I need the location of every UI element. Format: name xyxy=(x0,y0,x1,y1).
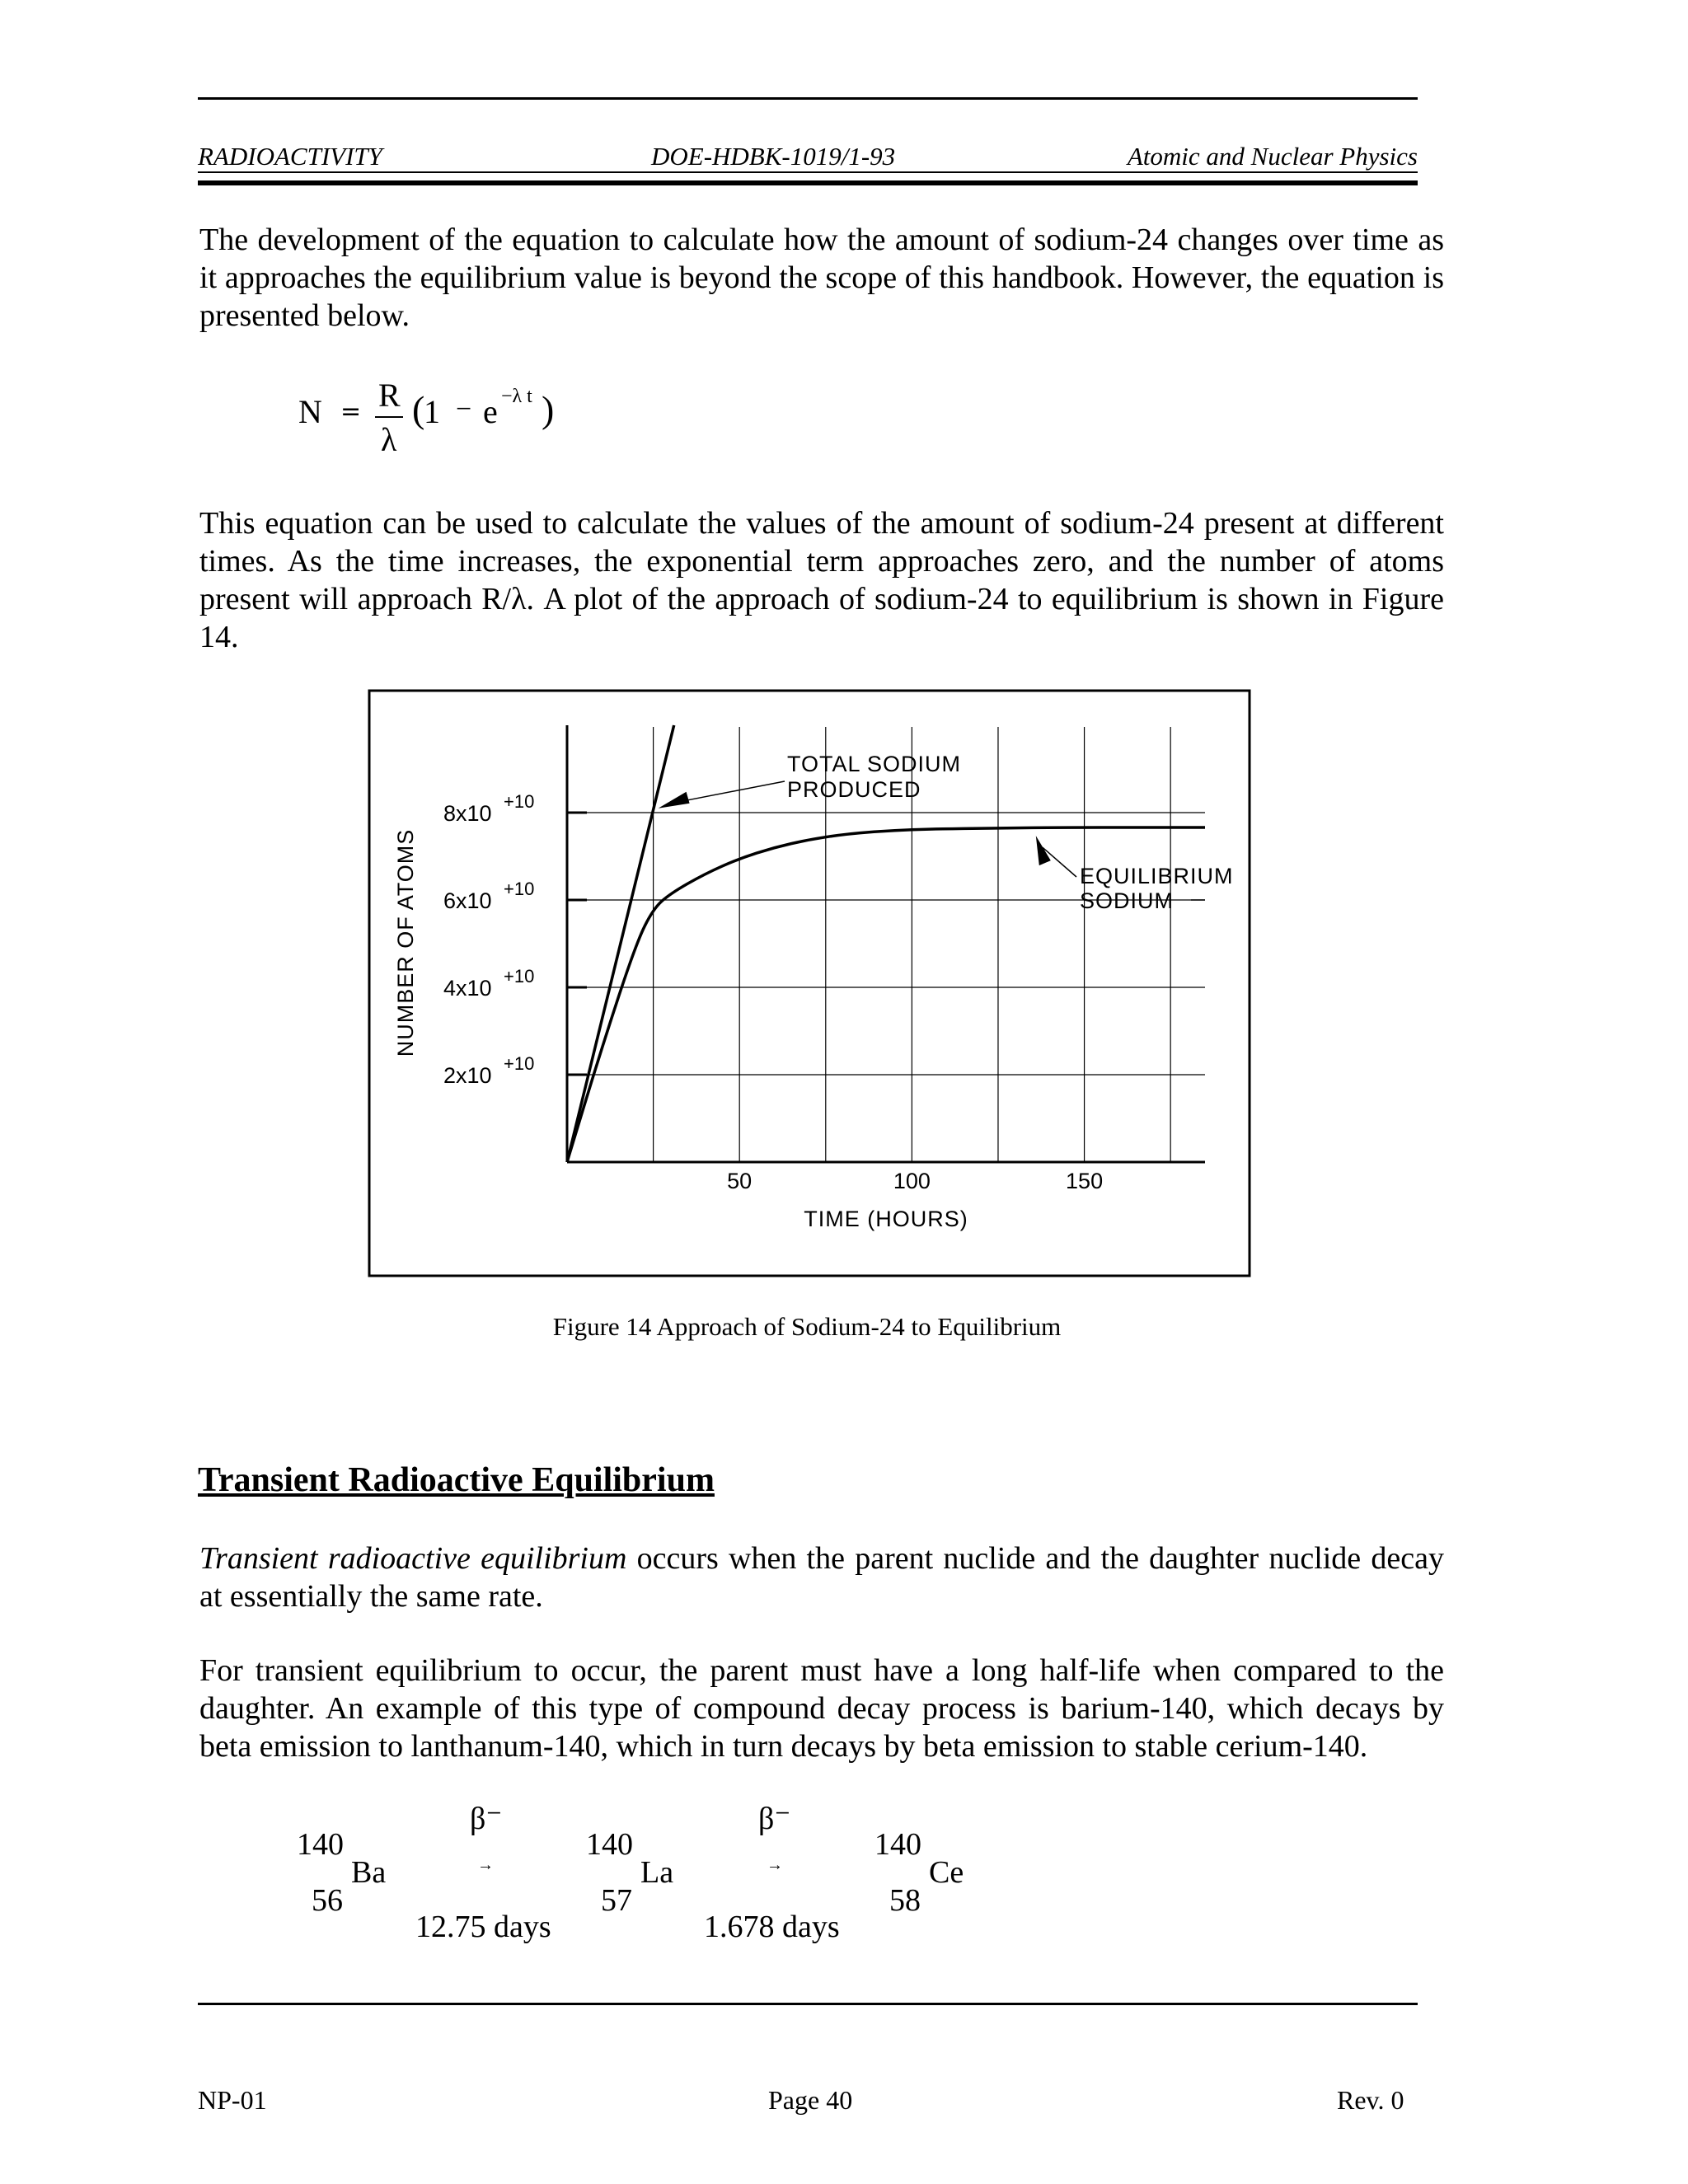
y-tick-exponent: +10 xyxy=(504,791,535,812)
half-life-la: 1.678 days xyxy=(704,1910,840,1944)
beta-label-1: β⁻ xyxy=(470,1802,503,1836)
paragraph-intro: The development of the equation to calculate how the amount of sodium-24 changes over time as it approaches the equilibrium value is beyond the scope of this handbook. However, the equation is presented below. xyxy=(199,223,1444,333)
equation-open-paren: ( xyxy=(412,388,425,430)
footer-left: NP-01 xyxy=(198,2085,267,2115)
footer-center: Page 40 xyxy=(768,2085,853,2115)
paragraph-transient-definition xyxy=(199,1540,1444,1615)
ba-atomic-number: 56 xyxy=(312,1883,343,1918)
half-life-ba: 12.75 days xyxy=(415,1910,551,1944)
y-tick-label: 4x10 xyxy=(443,976,492,1001)
y-tick-label: 2x10 xyxy=(443,1063,492,1088)
x-tick-label: 50 xyxy=(727,1169,753,1193)
decay-arrow-1: → xyxy=(477,1856,494,1874)
header-center: DOE-HDBK-1019/1-93 xyxy=(651,142,896,171)
paragraph-equation-explanation: This equation can be used to calculate the values of the amount of sodium-24 present at different times. As the time increases, the exponential term approaches zero, and the number of atoms present will approach R/λ. A plot of the approach of sodium-24 to equilibrium is shown in Figure 14. xyxy=(199,506,1444,654)
annotation-equilibrium-leader xyxy=(1043,847,1076,877)
y-tick-exponent: +10 xyxy=(504,879,535,899)
y-tick-label: 8x10 xyxy=(443,801,492,826)
y-axis-title: NUMBER OF ATOMS xyxy=(393,828,418,1057)
footer-right: Rev. 0 xyxy=(1337,2085,1404,2115)
annotation-equilibrium-arrowhead xyxy=(1036,836,1051,865)
paragraph-transient-definition-text: occurs when the parent nuclide and the daughter nuclide decay at essentially the same rate. xyxy=(199,1541,1444,1614)
ba-symbol: Ba xyxy=(351,1855,387,1890)
decay-arrow-2: → xyxy=(767,1856,783,1874)
annotation-total-sodium-line2: PRODUCED xyxy=(787,777,921,802)
ba-mass-number: 140 xyxy=(297,1827,344,1862)
equation-denominator: λ xyxy=(381,421,397,458)
equation-minus: − xyxy=(456,394,472,424)
term-transient-equilibrium: Transient radioactive equilibrium xyxy=(199,1541,627,1576)
equation-close-paren: ) xyxy=(542,388,555,430)
y-tick-exponent: +10 xyxy=(504,966,535,987)
ce-symbol: Ce xyxy=(929,1855,964,1890)
ce-mass-number: 140 xyxy=(874,1827,921,1862)
x-axis-title: TIME (HOURS) xyxy=(804,1207,968,1231)
equation-base: e xyxy=(483,393,498,430)
header-left: RADIOACTIVITY xyxy=(198,142,382,171)
equation-exponent: −λ t xyxy=(501,386,532,407)
y-tick-exponent: +10 xyxy=(504,1053,535,1074)
la-atomic-number: 57 xyxy=(601,1883,632,1918)
figure-caption: Figure 14 Approach of Sodium-24 to Equilibrium xyxy=(552,1312,1062,1341)
annotation-total-sodium-line1: TOTAL SODIUM xyxy=(787,752,962,776)
ce-atomic-number: 58 xyxy=(889,1883,921,1918)
equation-numerator: R xyxy=(378,377,401,414)
equation-one: 1 xyxy=(424,393,440,430)
x-tick-label: 100 xyxy=(893,1169,931,1193)
footer-rule xyxy=(198,2003,1418,2005)
paragraph-transient-example: For transient equilibrium to occur, the parent must have a long half-life when compared to the daughter. An example of this type of compound decay process is barium-140, which decays by beta emission to lanthanum-140, which in turn decays by beta emission to stable cerium-140. xyxy=(199,1653,1444,1764)
x-tick-label: 150 xyxy=(1066,1169,1104,1193)
annotation-total-sodium-arrowhead xyxy=(659,792,690,808)
la-mass-number: 140 xyxy=(586,1827,633,1862)
annotation-equilibrium-line2: SODIUM xyxy=(1080,888,1174,913)
series-total-sodium-produced xyxy=(567,725,674,1162)
section-heading: Transient Radioactive Equilibrium xyxy=(198,1461,715,1499)
y-tick-label: 6x10 xyxy=(443,888,492,913)
equation-lhs: N xyxy=(298,393,322,430)
la-symbol: La xyxy=(640,1855,674,1890)
equation-equals: = xyxy=(340,397,362,426)
beta-label-2: β⁻ xyxy=(758,1802,791,1836)
annotation-equilibrium-line1: EQUILIBRIUM xyxy=(1080,864,1234,888)
header-right: Atomic and Nuclear Physics xyxy=(1127,142,1418,171)
